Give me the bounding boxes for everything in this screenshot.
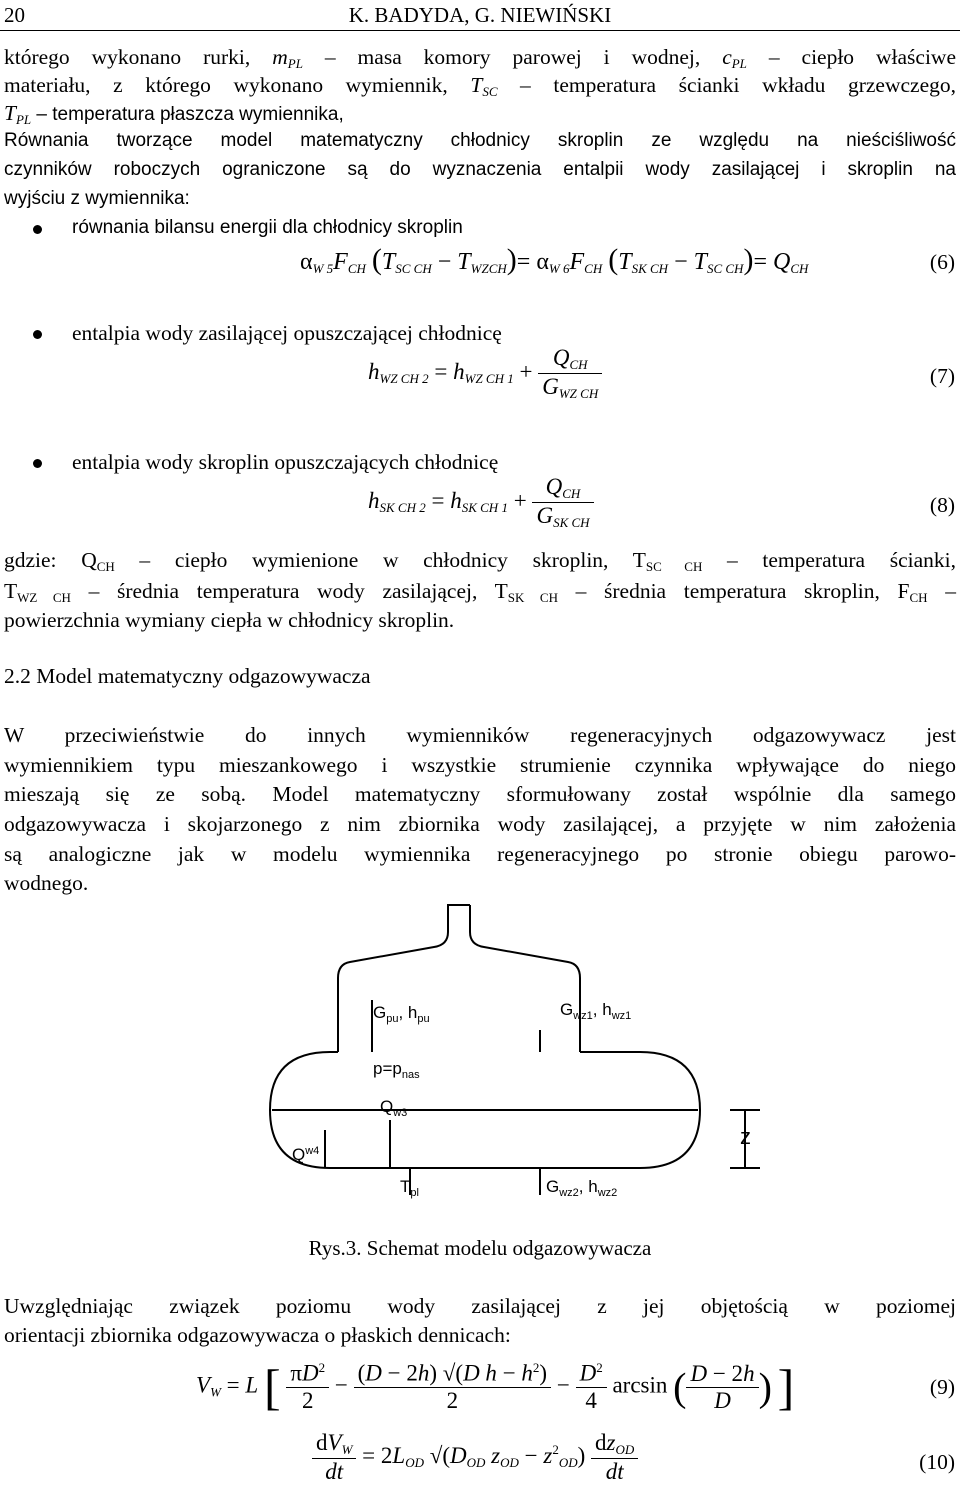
intro-line-1: którego wykonano rurki, $m_{PL}$ – masa komory parowej i wodnej, $c_{PL}$ – ciepło właściwe	[4, 45, 956, 71]
equation-8-number: (8)	[929, 493, 955, 517]
equation-9: $V_W = L$ [ $\frac{\pi D^2}{2}$ − $\frac{(D - 2h) √(D h - h^2)}{2}$ − $\frac{D^2}{4}$ arcsin ( $\frac{D - 2h}{D}$ ) ]	[196, 1359, 795, 1415]
page-number: 20	[4, 3, 25, 27]
dome-right-wall	[470, 905, 580, 1052]
bullet-energy-balance: równania bilansu energii dla chłodnicy skroplin	[72, 217, 463, 238]
intro-line-6: wyjściu z wymiennika:	[4, 188, 190, 209]
bullet-marker	[33, 330, 42, 339]
label-tpl: $T_{pl}$	[400, 1177, 419, 1199]
bullet-condensate-enthalpy: entalpia wody skroplin opuszczających chłodnicę	[72, 450, 499, 474]
label-qw3: $Q_{w3}$	[380, 1097, 408, 1119]
bullet-marker	[33, 225, 42, 234]
label-steam-inlet: $G_{pu}$, $h_{pu}$	[373, 1003, 430, 1025]
intro-line-4: Równania tworzące model matematyczny chłodnicy skroplin ze względu na nieściśliwość	[4, 130, 956, 151]
equation-8: $h_{SK CH 2} = h_{SK CH 1}$ + $\frac{Q_{CH}}{G_{SK CH}}$	[368, 474, 594, 531]
equation-9-number: (9)	[929, 1375, 955, 1399]
bullet-feedwater-enthalpy: entalpia wody zasilającej opuszczającej chłodnicę	[72, 321, 502, 345]
deaerator-diagram	[0, 900, 960, 1230]
section-line-6: wodnego.	[4, 871, 89, 895]
equation-7-number: (7)	[929, 364, 955, 388]
where-line-1: gdzie: $Q_{CH}$ – ciepło wymienione w chłodnicy skroplin, $T_{SC CH}$ – temperatura ścianki,	[4, 548, 956, 574]
intro-line-2: materiału, z którego wykonano wymiennik, $T_{SC}$ – temperatura ścianki wkładu grzewczego,	[4, 73, 956, 99]
figure-caption: Rys.3. Schemat modelu odgazowywacza	[308, 1236, 652, 1260]
closing-line-2: orientacji zbiornika odgazowywacza o płaskich dennicach:	[4, 1323, 511, 1347]
label-feedwater-outlet: $G_{wz2}$, $h_{wz2}$	[546, 1177, 618, 1199]
closing-line-1: Uwzględniając związek poziomu wody zasilającej z jej objętością w poziomej	[4, 1294, 956, 1318]
section-line-5: są analogiczne jak w modelu wymiennika regeneracyjnego po stronie obiegu parowo-	[4, 842, 956, 866]
dome-left-wall	[338, 905, 470, 1052]
section-heading: 2.2 Model matematyczny odgazowywacza	[4, 664, 371, 688]
label-qw4: $Q^{w4}$	[292, 1145, 320, 1164]
equation-6-number: (6)	[929, 250, 955, 274]
label-feedwater-inlet: $G_{wz1}$, $h_{wz1}$	[560, 1000, 632, 1022]
section-line-2: wymiennikiem typu mieszankowego i wszystkie strumienie czynnika wpływające do niego	[4, 753, 956, 777]
header-rule	[0, 30, 960, 31]
running-header: K. BADYDA, G. NIEWIŃSKI	[348, 3, 612, 27]
label-z: z	[740, 1124, 751, 1149]
intro-line-3: $T_{PL}$ – temperatura płaszcza wymiennika,	[4, 101, 344, 127]
section-line-3: mieszają się ze sobą. Model matematyczny sformułowany został wspólnie dla samego	[4, 782, 956, 806]
equation-10: $\frac{dV_W}{dt}$ = $2L_{OD}$ $√(D_{OD}$ $z_{OD} - z^2_{OD}$) $\frac{dz_{OD}}{dt}$	[312, 1430, 638, 1485]
bullet-marker	[33, 459, 42, 468]
intro-line-5: czynników roboczych ograniczone są do wyznaczenia entalpii wody zasilającej i skroplin na	[4, 159, 956, 180]
equation-10-number: (10)	[919, 1450, 955, 1474]
label-saturation-pressure: $p=p_{nas}$	[373, 1059, 420, 1081]
equation-7: $h_{WZ CH 2} = h_{WZ CH 1}$ + $\frac{Q_{CH}}{G_{WZ CH}}$	[368, 345, 602, 402]
where-line-2: $T_{WZ CH}$ – średnia temperatura wody zasilającej, $T_{SK CH}$ – średnia temperatura skroplin, $F_{CH}$ –	[4, 579, 956, 605]
section-line-4: odgazowywacza i skojarzonego z nim zbiornika wody zasilającej, a przyjęte w nim założenia	[4, 812, 956, 836]
section-line-1: W przeciwieństwie do innych wymienników regeneracyjnych odgazowywacz jest	[4, 723, 956, 747]
where-line-3: powierzchnia wymiany ciepła w chłodnicy skroplin.	[4, 608, 455, 632]
equation-6: $\alpha_{W 5}F_{CH}$ $(T_{SC CH} - T_{WZCH})= \alpha_{W 6}F_{CH}$ $(T_{SK CH} - T_{SC CH})= Q_{CH}$	[300, 243, 809, 276]
